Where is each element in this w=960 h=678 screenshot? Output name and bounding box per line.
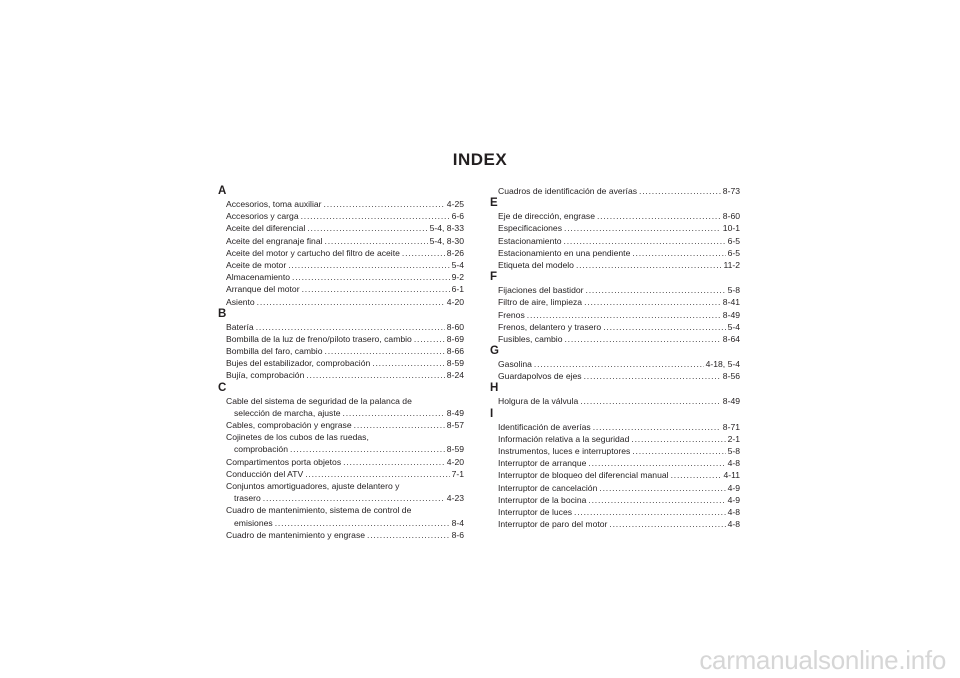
entry-label: Especificaciones [498, 223, 563, 234]
entry-label: Accesorios y carga [226, 211, 299, 222]
entry-page: 5-8 [727, 285, 740, 296]
leader-dots [632, 247, 725, 259]
entry-label: Interruptor de paro del motor [498, 519, 608, 530]
leader-dots [527, 309, 721, 321]
entry-label: Bujía, comprobación [226, 370, 305, 381]
section-letter-h: H [490, 382, 499, 395]
leader-dots [597, 210, 721, 222]
index-entry [218, 407, 464, 419]
entry-page: 4-8 [727, 519, 740, 530]
leader-dots [367, 529, 450, 541]
entry-page: 4-20 [446, 296, 464, 307]
entry-label: Accesorios, toma auxiliar [226, 199, 322, 209]
entry-page: 4-20 [446, 456, 464, 467]
entry-label: Batería [226, 321, 254, 332]
index-entry [490, 333, 740, 345]
index-entry [218, 259, 464, 271]
page-title: INDEX [452, 150, 508, 169]
entry-page: 8-49 [722, 396, 740, 407]
leader-dots [292, 271, 450, 283]
index-entry [490, 309, 740, 321]
entry-page: 6-1 [451, 284, 464, 295]
leader-dots [306, 369, 444, 381]
entry-page: 8-41 [722, 297, 740, 308]
entry-page: 8-26 [446, 247, 464, 258]
entry-label: Cuadros de identificación de averías [498, 186, 638, 196]
index-entry [218, 296, 464, 308]
entry-page: 2-1 [727, 433, 740, 444]
entry-label: Aceite del motor y cartucho del filtro de aceite [226, 247, 400, 258]
leader-dots [372, 357, 445, 369]
leader-dots [324, 198, 445, 210]
entry-label: Guardapolvos de ejes [498, 371, 582, 382]
entry-page: 11-2 [723, 259, 740, 270]
entry-label: comprobación [234, 444, 288, 455]
index-entry [218, 492, 464, 504]
entry-label: Interruptor de arranque [498, 458, 587, 469]
index-entry [218, 419, 464, 431]
entry-page: 8-60 [446, 321, 464, 332]
leader-dots [631, 433, 725, 445]
index-entry [218, 247, 464, 259]
index-entry [490, 395, 740, 407]
index-entry [490, 185, 740, 197]
index-entry [490, 421, 740, 433]
watermark-text: carmanualsonline.info [699, 645, 946, 675]
index-entry [218, 456, 464, 468]
entry-label: Estacionamiento en una pendiente [498, 247, 631, 258]
leader-dots [301, 210, 450, 222]
entry-label: Fijaciones del bastidor [498, 285, 584, 296]
index-entry [490, 518, 740, 530]
index-entry [490, 296, 740, 308]
leader-dots [325, 345, 445, 357]
entry-label: Bombilla de la luz de freno/piloto trasero, cambio [226, 333, 412, 344]
entry-label: Interruptor de bloqueo del diferencial manual [498, 470, 669, 481]
entry-label: Aceite del diferencial [226, 223, 306, 234]
entry-page: 8-66 [446, 346, 464, 357]
leader-dots [599, 482, 725, 494]
index-entry [490, 259, 740, 271]
entry-page: 4-18, 5-4 [705, 359, 740, 370]
entry-page: 4-8 [727, 506, 740, 517]
entry-label: trasero [234, 493, 261, 504]
leader-dots [305, 468, 449, 480]
leader-dots [586, 284, 726, 296]
leader-dots [632, 445, 725, 457]
entry-label: emisiones [234, 517, 273, 528]
section-letter-b: B [218, 307, 227, 320]
index-entry [490, 482, 740, 494]
entry-label: Interruptor de la bocina [498, 494, 587, 505]
entry-page: 4-9 [727, 482, 740, 493]
index-entry [218, 198, 464, 210]
leader-dots [414, 333, 445, 345]
index-entry [218, 222, 464, 234]
index-entry [218, 517, 464, 529]
index-entry [490, 210, 740, 222]
index-entry [218, 357, 464, 369]
entry-label: Interruptor de luces [498, 506, 573, 517]
entry-page: 8-69 [446, 333, 464, 344]
entry-label: Instrumentos, luces e interruptores [498, 446, 631, 456]
index-entry [490, 321, 740, 333]
section-letter-f: F [490, 271, 498, 284]
index-entry [218, 333, 464, 345]
entry-page: 5-4 [727, 321, 740, 332]
entry-page: 8-4 [451, 517, 464, 528]
entry-page: 4-25 [446, 199, 464, 209]
index-entry [490, 506, 740, 518]
section-letter-a: A [218, 185, 227, 197]
index-entry [490, 222, 740, 234]
index-column-right [490, 185, 740, 530]
index-entry [218, 283, 464, 295]
entry-label: Almacenamiento [226, 272, 291, 283]
index-entry [490, 433, 740, 445]
entry-label: Asiento [226, 296, 255, 307]
entry-page: 8-49 [722, 309, 740, 320]
index-entry [490, 247, 740, 259]
entry-page: 8-64 [722, 333, 740, 344]
entry-page: 5-4, 8-30 [429, 235, 464, 246]
index-entry [218, 321, 464, 333]
entry-page: 4-11 [723, 470, 740, 481]
entry-page: 8-71 [722, 421, 740, 432]
index-entry [490, 235, 740, 247]
leader-dots [671, 469, 722, 481]
leader-dots [263, 492, 445, 504]
entry-page: 4-9 [727, 494, 740, 505]
entry-page: 5-4, 8-33 [429, 223, 464, 234]
entry-label: Etiqueta del modelo [498, 259, 574, 270]
leader-dots [307, 222, 427, 234]
entry-page: 8-59 [446, 358, 464, 369]
section-letter-i: I [490, 407, 494, 420]
index-entry [490, 494, 740, 506]
leader-dots [588, 494, 725, 506]
entry-label: Identificación de averías [498, 421, 591, 432]
leader-dots [257, 296, 445, 308]
index-entry [218, 271, 464, 283]
leader-dots [534, 358, 704, 370]
leader-dots [290, 443, 445, 455]
entry-page: 6-6 [451, 211, 464, 222]
entry-label: Aceite del engranaje final [226, 235, 323, 246]
entry-label: Arranque del motor [226, 284, 300, 295]
entry-label: Bombilla del faro, cambio [226, 346, 323, 357]
entry-page: 5-4 [451, 259, 464, 270]
entry-page: 7-1 [451, 468, 464, 479]
leader-dots [343, 407, 445, 419]
index-entry [218, 345, 464, 357]
leader-dots [564, 333, 720, 345]
leader-dots [288, 259, 449, 271]
index-entry [490, 370, 740, 382]
entry-label: Holgura de la válvula [498, 396, 579, 407]
leader-dots [609, 518, 725, 530]
leader-dots [402, 247, 445, 259]
index-entry [218, 529, 464, 541]
index-entry [490, 445, 740, 457]
entry-page: 8-24 [446, 370, 464, 381]
entry-label: Aceite de motor [226, 259, 287, 270]
index-entry [218, 468, 464, 480]
entry-label-line: Conjuntos amortiguadores, ajuste delantero y [226, 480, 400, 491]
leader-dots [593, 421, 721, 433]
entry-label: Información relativa a la seguridad [498, 433, 630, 444]
entry-page: 4-8 [727, 458, 740, 469]
entry-label: Gasolina [498, 359, 532, 370]
entry-label-line: Cable del sistema de seguridad de la palanca de [226, 395, 412, 406]
entry-page: 6-5 [727, 235, 740, 246]
leader-dots [354, 419, 445, 431]
leader-dots [603, 321, 725, 333]
entry-page: 6-5 [727, 247, 740, 258]
entry-page: 8-6 [451, 529, 464, 540]
index-entry [218, 210, 464, 222]
leader-dots [275, 517, 450, 529]
entry-label: Frenos [498, 309, 525, 320]
entry-label: Conducción del ATV [226, 468, 304, 479]
entry-label: Filtro de aire, limpieza [498, 297, 583, 308]
entry-page: 8-49 [446, 407, 464, 418]
entry-page: 5-8 [727, 446, 740, 456]
index-entry [490, 469, 740, 481]
leader-dots [574, 506, 726, 518]
leader-dots [325, 235, 428, 247]
entry-label: Frenos, delantero y trasero [498, 321, 602, 332]
entry-page: 8-73 [722, 186, 740, 196]
leader-dots [584, 370, 721, 382]
leader-dots [639, 185, 721, 197]
leader-dots [302, 283, 450, 295]
leader-dots [576, 259, 721, 271]
index-entry [490, 358, 740, 370]
leader-dots [588, 457, 725, 469]
entry-label: Cuadro de mantenimiento y engrase [226, 529, 366, 540]
entry-label: Cables, comprobación y engrase [226, 420, 352, 430]
entry-label: Bujes del estabilizador, comprobación [226, 358, 371, 369]
leader-dots [564, 235, 726, 247]
leader-dots [256, 321, 445, 333]
entry-label: Interruptor de cancelación [498, 482, 598, 493]
entry-page: 10-1 [722, 223, 740, 234]
entry-page: 9-2 [451, 272, 464, 283]
leader-dots [564, 222, 721, 234]
leader-dots [584, 296, 721, 308]
index-entry [218, 235, 464, 247]
entry-label-line: Cojinetes de los cubos de las ruedas, [226, 432, 369, 443]
index-entry [490, 457, 740, 469]
entry-page: 4-23 [446, 493, 464, 504]
section-letter-c: C [218, 381, 227, 394]
leader-dots [580, 395, 721, 407]
entry-label: Eje de dirección, engrase [498, 211, 595, 222]
leader-dots [343, 456, 445, 468]
entry-label: selección de marcha, ajuste [234, 407, 341, 418]
entry-page: 8-60 [722, 211, 740, 222]
index-entry [490, 284, 740, 296]
entry-label: Compartimentos porta objetos [226, 456, 342, 467]
section-letter-e: E [490, 197, 498, 210]
entry-page: 8-59 [446, 444, 464, 455]
entry-label-line: Cuadro de mantenimiento, sistema de control de [226, 505, 412, 516]
index-entry [218, 369, 464, 381]
index-entry [218, 443, 464, 455]
entry-page: 8-57 [446, 420, 464, 430]
section-letter-g: G [490, 345, 499, 358]
index-column-left [218, 185, 464, 541]
entry-page: 8-56 [722, 371, 740, 382]
entry-label: Estacionamiento [498, 235, 562, 246]
entry-label: Fusibles, cambio [498, 333, 563, 344]
